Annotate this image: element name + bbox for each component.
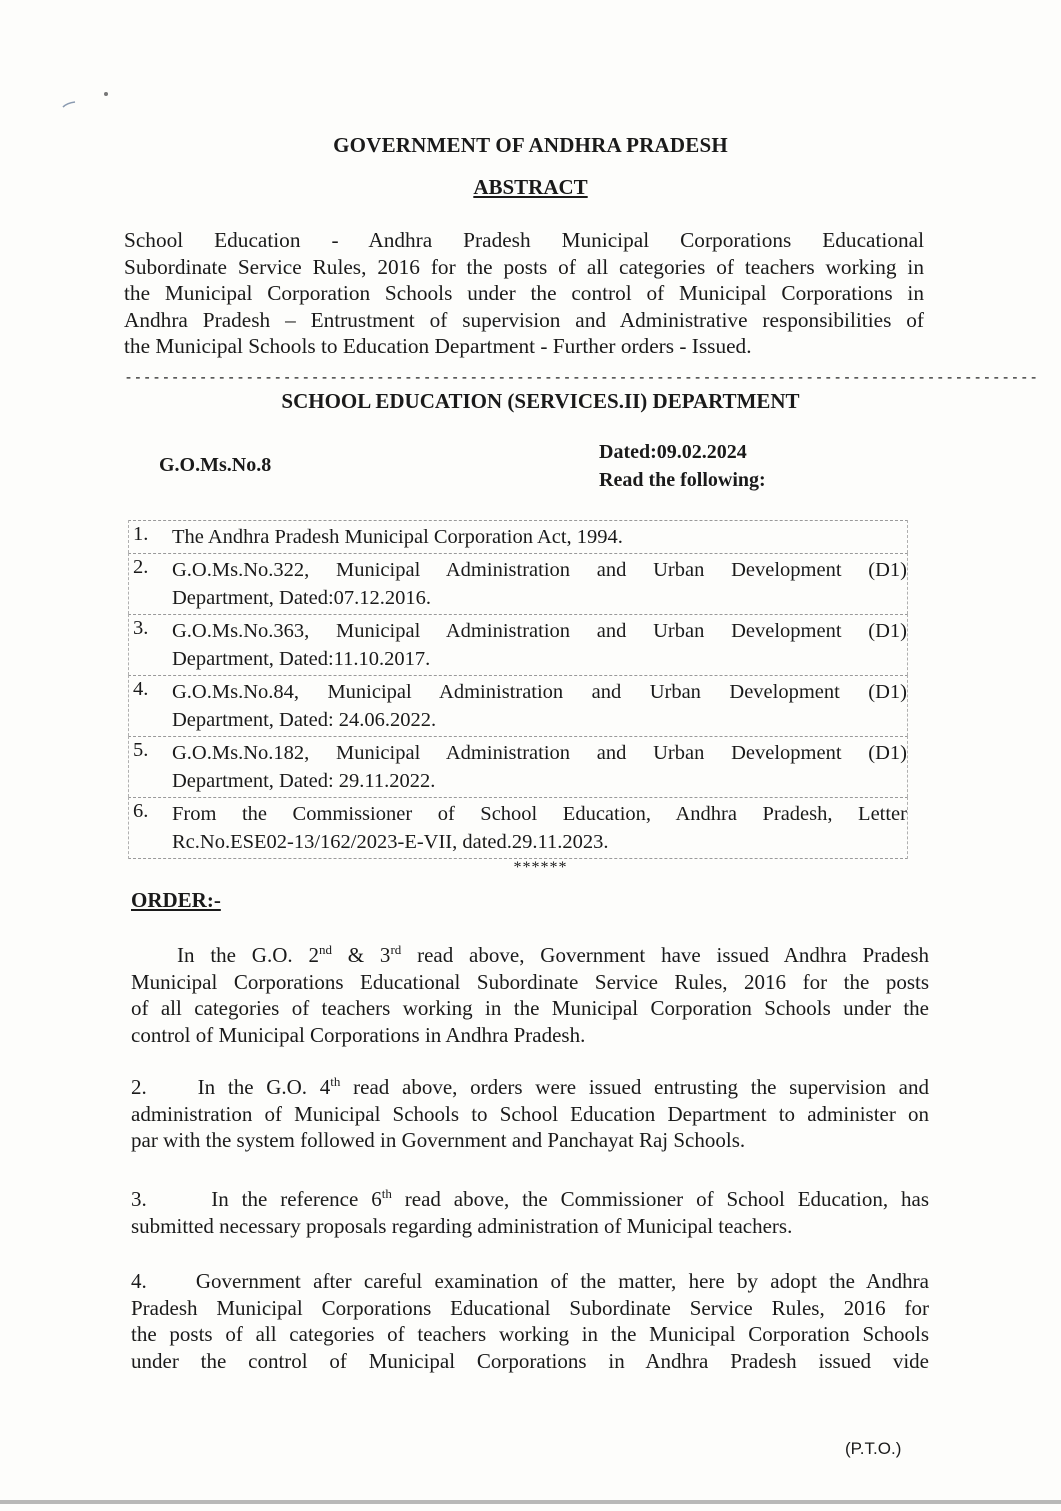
paragraph-line: under the control of Municipal Corporations in Andhra Pradesh issued vide <box>131 1348 929 1373</box>
read-following-label: Read the following: <box>599 469 766 491</box>
reference-item <box>128 520 908 553</box>
paragraph-line: Pradesh Municipal Corporations Educational Subordinate Service Rules, 2016 for <box>131 1295 929 1320</box>
order-paragraph-3 <box>131 1186 929 1239</box>
abstract-heading: ABSTRACT <box>473 175 588 199</box>
pen-mark <box>62 100 76 110</box>
subject-line: Subordinate Service Rules, 2016 for the posts of all categories of teachers working in <box>124 254 924 279</box>
go-number: G.O.Ms.No.8 <box>159 454 272 476</box>
reference-line: The Andhra Pradesh Municipal Corporation Act, 1994. <box>172 526 623 548</box>
order-date: Dated:09.02.2024 <box>599 441 747 463</box>
government-heading: GOVERNMENT OF ANDHRA PRADESH <box>333 133 728 157</box>
reference-line: G.O.Ms.No.84, Municipal Administration and Urban Development (D1) <box>172 681 907 703</box>
reference-line: Department, Dated:07.12.2016. <box>172 587 432 609</box>
paragraph-line: the posts of all categories of teachers working in the Municipal Corporation Schools <box>131 1322 929 1346</box>
reference-number: 1. <box>133 523 149 545</box>
ink-dot <box>104 92 108 96</box>
reference-number: 2. <box>133 556 149 578</box>
reference-item <box>128 675 908 736</box>
scan-edge <box>0 1500 1061 1504</box>
paragraph-line: administration of Municipal Schools to School Education Department to administer on <box>131 1101 929 1126</box>
order-heading-text: ORDER:- <box>131 888 221 912</box>
order-paragraph-2 <box>131 1074 929 1154</box>
reference-item <box>128 614 908 675</box>
subject-text <box>124 227 924 360</box>
paragraph-line: of all categories of teachers working in the Municipal Corporation Schools under the <box>131 996 929 1020</box>
reference-number: 5. <box>133 739 149 761</box>
reference-number: 4. <box>133 678 149 700</box>
reference-item <box>128 797 908 859</box>
reference-line: G.O.Ms.No.322, Municipal Administration and Urban Development (D1) <box>172 559 907 581</box>
reference-item <box>128 736 908 797</box>
department-heading: SCHOOL EDUCATION (SERVICES.II) DEPARTMENT <box>281 389 800 413</box>
references-list <box>128 520 908 859</box>
pto-label: (P.T.O.) <box>845 1439 902 1458</box>
subject-line: Andhra Pradesh – Entrustment of supervision and Administrative responsibilities of <box>124 307 924 332</box>
reference-line: G.O.Ms.No.363, Municipal Administration and Urban Development (D1) <box>172 620 907 642</box>
subject-line: the Municipal Corporation Schools under the control of Municipal Corporations in <box>124 281 924 305</box>
paragraph-line: 2. In the G.O. 4th read above, orders were issued entrusting the supervision and <box>131 1074 930 1099</box>
paragraph-line: In the G.O. 2nd & 3rd read above, Government have issued Andhra Pradesh <box>177 942 929 967</box>
reference-number: 6. <box>133 800 149 822</box>
reference-line: From the Commissioner of School Education, Andhra Pradesh, Letter <box>172 803 907 825</box>
reference-line: Department, Dated: 24.06.2022. <box>172 709 437 731</box>
paragraph-line: Municipal Corporations Educational Subordinate Service Rules, 2016 for the posts <box>131 969 929 994</box>
separator-line: -------------------------------------------------------------------------------------------------- <box>124 368 1039 386</box>
paragraph-line: submitted necessary proposals regarding administration of Municipal teachers. <box>131 1213 793 1238</box>
paragraph-line: 4. Government after careful examination of the matter, here by adopt the Andhra <box>131 1269 929 1293</box>
reference-line: Department, Dated:11.10.2017. <box>172 648 431 670</box>
reference-line: G.O.Ms.No.182, Municipal Administration and Urban Development (D1) <box>172 742 907 764</box>
subject-line: the Municipal Schools to Education Department - Further orders - Issued. <box>124 334 752 358</box>
reference-line: Department, Dated: 29.11.2022. <box>172 770 436 792</box>
order-paragraph-4 <box>131 1268 929 1374</box>
paragraph-line: par with the system followed in Government and Panchayat Raj Schools. <box>131 1128 746 1152</box>
paragraph-line: control of Municipal Corporations in Andhra Pradesh. <box>131 1022 586 1047</box>
order-heading <box>131 888 221 913</box>
subject-line: School Education - Andhra Pradesh Municipal Corporations Educational <box>124 228 924 252</box>
paragraph-line: 3. In the reference 6th read above, the Commissioner of School Education, has <box>131 1186 929 1211</box>
reference-line: Rc.No.ESE02-13/162/2023-E-VII, dated.29.11.2023. <box>172 831 609 853</box>
stars-divider: ****** <box>513 859 568 876</box>
order-paragraph-1 <box>131 942 929 1048</box>
reference-item <box>128 553 908 614</box>
reference-number: 3. <box>133 617 149 639</box>
